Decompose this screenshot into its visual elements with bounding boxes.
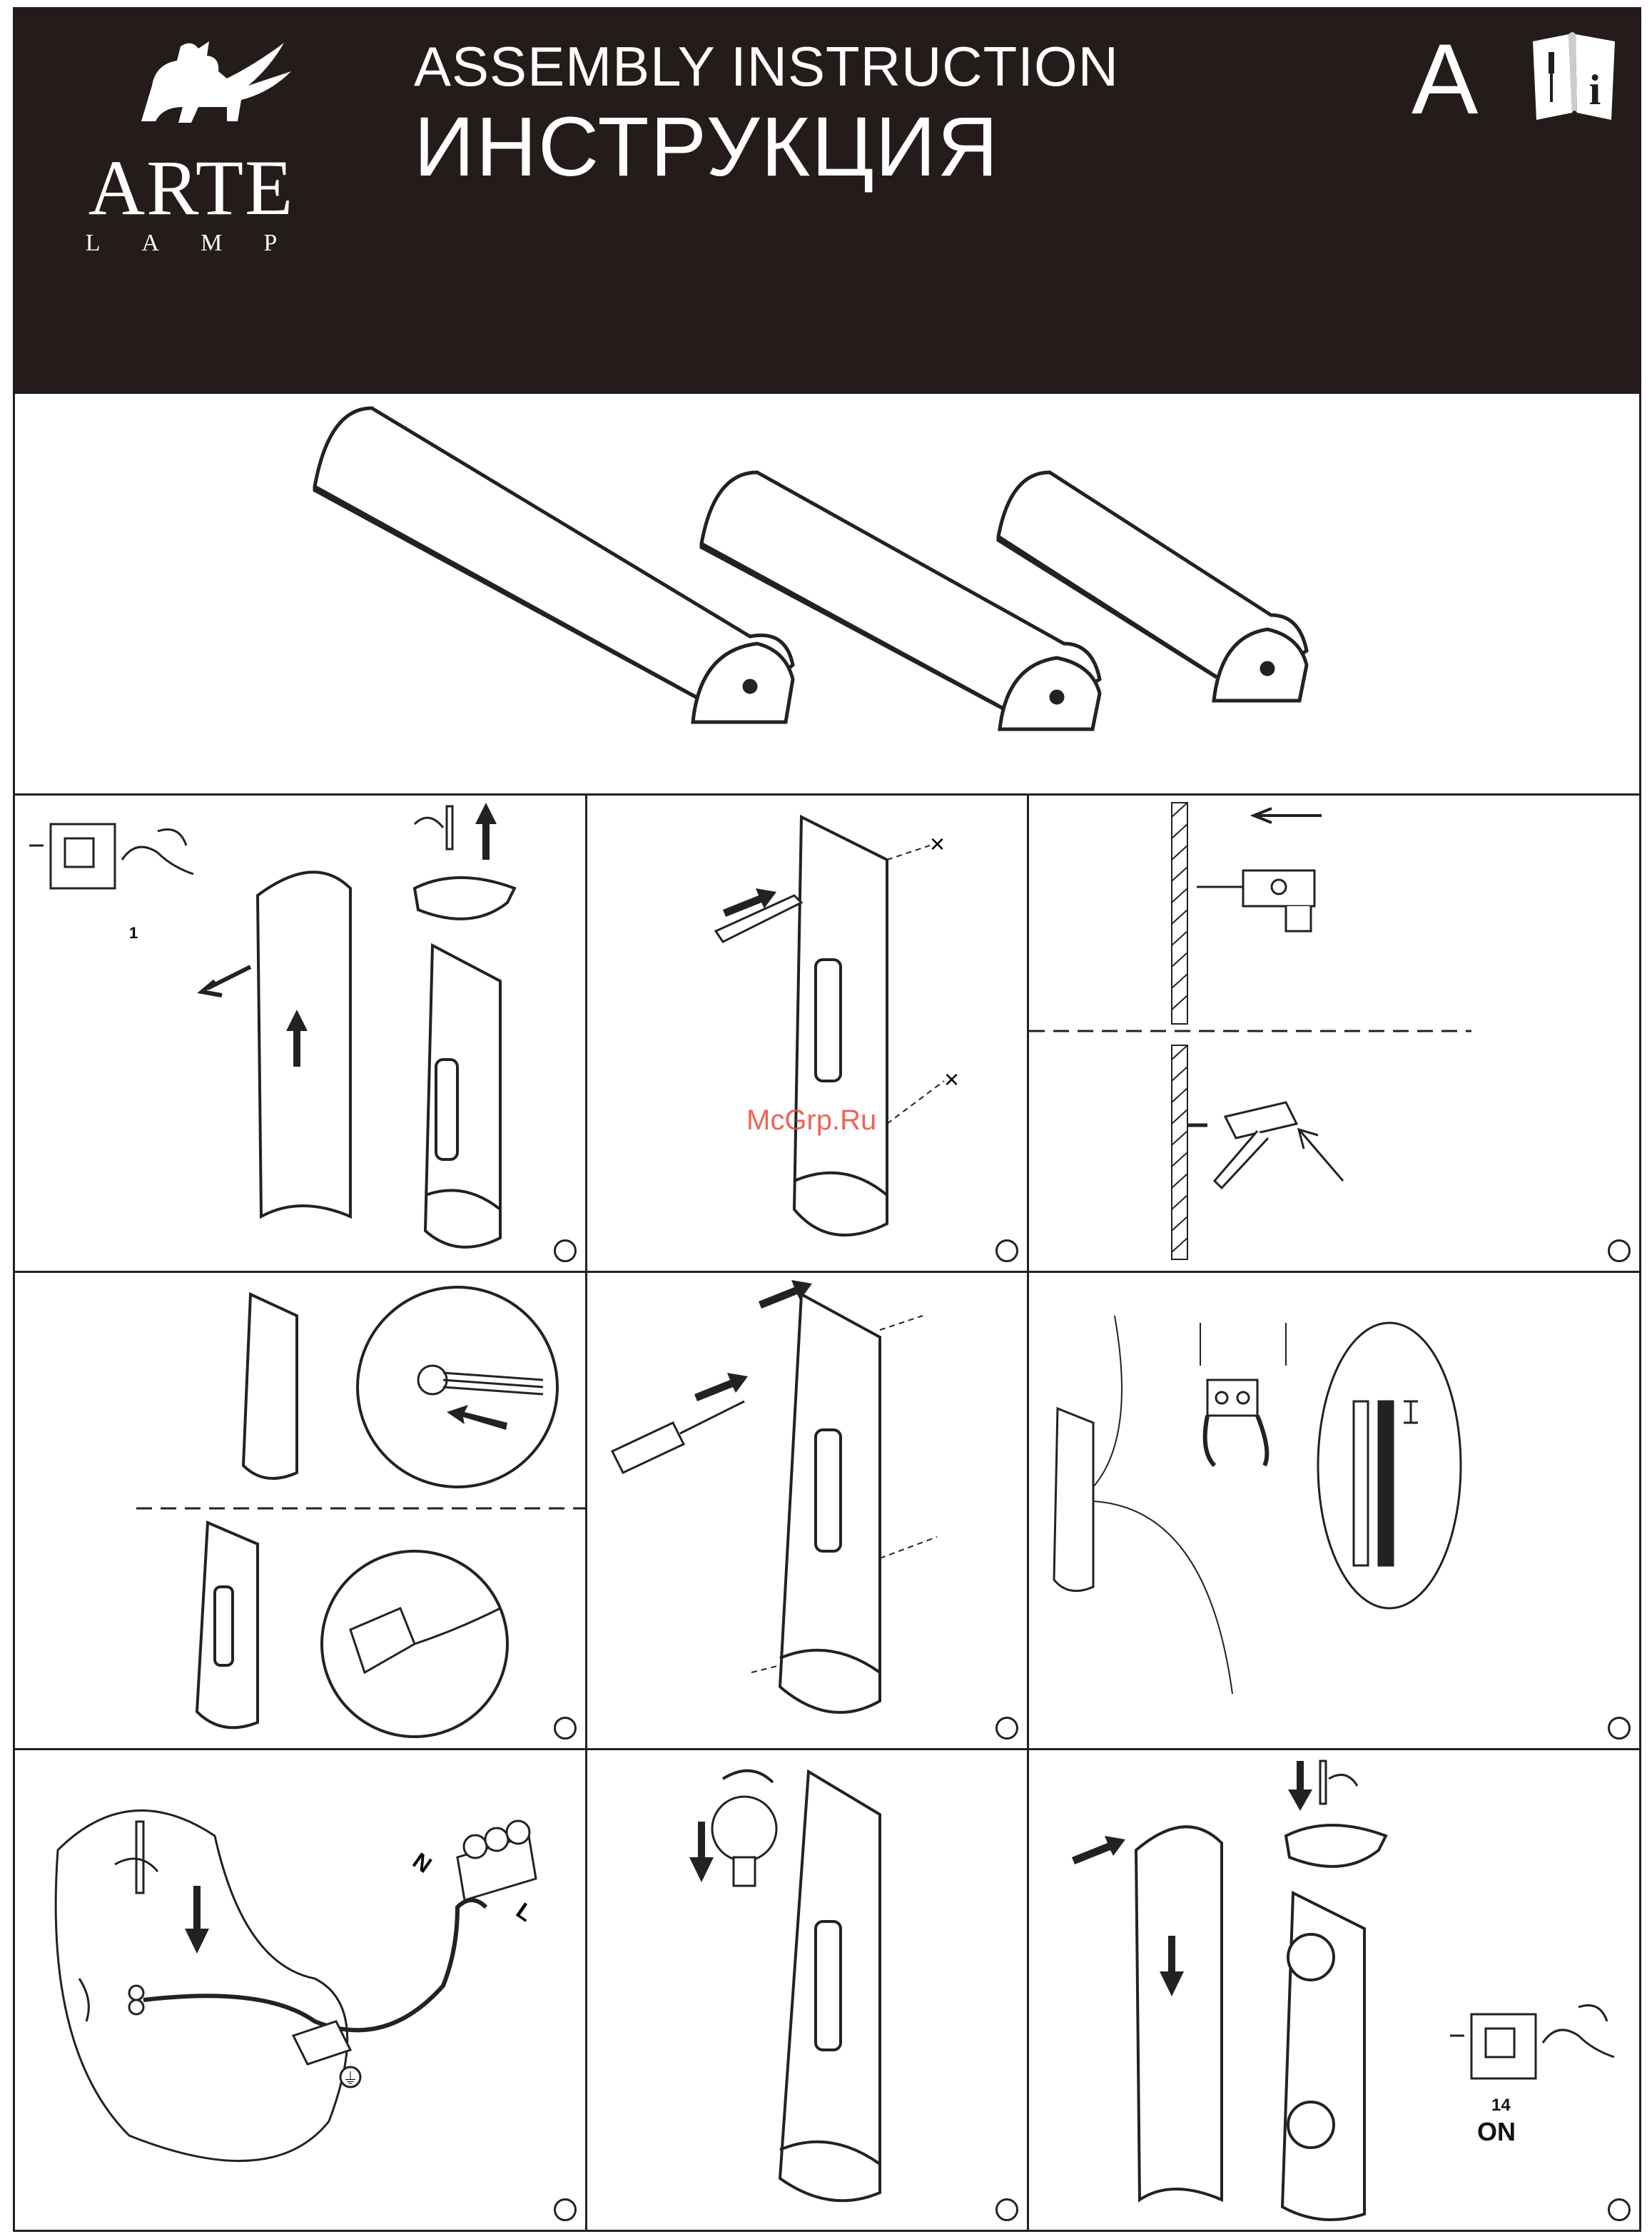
terminal-label-l: L	[511, 1897, 538, 1926]
terminal-connector	[457, 1821, 536, 1900]
step-marker	[1608, 1717, 1631, 1740]
wall-switch-off-icon	[29, 824, 193, 888]
step-wiring	[1027, 1271, 1641, 1750]
glass-shade	[258, 872, 350, 1217]
lamp-base-frame	[1054, 1408, 1093, 1591]
arrow-diagonal-icon	[1299, 1129, 1343, 1181]
screw-down-icon	[1320, 1761, 1357, 1804]
rotate-arrow-icon	[723, 1771, 773, 1782]
step-mark-holes	[585, 793, 1029, 1273]
step-power-off-remove-shade	[13, 793, 587, 1273]
manual-book-icon	[1519, 20, 1626, 127]
lamp-base-frame	[197, 1523, 258, 1727]
arrow-left-icon	[202, 967, 250, 995]
bulb-icon	[712, 1797, 776, 1886]
watermark: McGrp.Ru	[746, 1105, 877, 1136]
step-screw-to-wall	[585, 1271, 1029, 1750]
lamp-base-frame	[243, 1294, 297, 1478]
info-glyph: i	[1588, 66, 1601, 113]
step-marker	[554, 1717, 577, 1740]
step-reassemble-power-on	[1027, 1748, 1641, 2232]
header-band	[13, 7, 1641, 394]
lamp-base-frame	[780, 1772, 880, 2200]
detail-zoom-blob	[56, 1810, 348, 2161]
step-feed-cable	[13, 1271, 587, 1750]
earth-symbol: ⏚	[342, 2071, 359, 2088]
power-on-label: ON	[1477, 2117, 1516, 2146]
brand-subtitle: LAMP	[85, 230, 319, 256]
step-marker	[554, 1239, 577, 1262]
step-marker	[995, 1239, 1018, 1262]
brand-wordmark: ARTE	[88, 144, 295, 231]
arrow-right-icon	[1072, 1836, 1125, 1864]
lamp-base-frame	[794, 817, 887, 1235]
glass-shade	[1136, 1827, 1222, 2200]
step-marker	[1608, 2198, 1631, 2221]
arrow-down-icon	[1288, 1761, 1312, 1811]
step-marker	[995, 1717, 1018, 1740]
lamp-large	[315, 408, 793, 722]
terminal-label-n: N	[407, 1847, 437, 1878]
wall-switch-on-icon	[1450, 2006, 1614, 2079]
arrow-left-icon	[1254, 808, 1322, 823]
product-overview	[13, 394, 1641, 793]
step-number-1: 1	[129, 924, 138, 942]
step-insert-bulb	[585, 1748, 1029, 2232]
step-marker	[995, 2198, 1018, 2221]
griffin-logo-icon	[56, 36, 327, 143]
arrow-right-icon	[694, 1373, 748, 1401]
mark-cross: ×	[930, 829, 946, 858]
screwdriver-icon	[612, 1401, 744, 1473]
step-marker	[554, 2198, 577, 2221]
arrow-up-icon	[475, 803, 497, 860]
lamp-base-frame	[425, 945, 500, 1247]
lamp-base-frame	[780, 1294, 880, 1712]
arrow-down-icon	[689, 1822, 714, 1882]
lamp-base-frame	[1282, 1893, 1364, 2220]
end-cap	[1286, 1825, 1386, 1867]
step-marker	[1608, 1239, 1631, 1262]
terminal-block	[1207, 1380, 1257, 1416]
title-english: ASSEMBLY INSTRUCTION	[414, 35, 1119, 98]
step-number-14: 14	[1491, 2096, 1511, 2115]
hammer-icon	[1215, 1102, 1297, 1188]
brand-logo	[56, 36, 327, 264]
steps-grid	[13, 793, 1641, 2232]
edition-letter: A	[1412, 23, 1479, 135]
screw-up-icon	[415, 806, 452, 849]
instruction-sheet	[13, 7, 1641, 2232]
title-russian: ИНСТРУКЦИЯ	[414, 100, 1000, 194]
drill-icon	[1197, 870, 1314, 931]
step-earth-and-terminals	[13, 1748, 587, 2232]
step-drill-wall	[1027, 793, 1641, 1273]
end-cap	[415, 878, 515, 919]
mark-cross: ×	[944, 1065, 960, 1094]
